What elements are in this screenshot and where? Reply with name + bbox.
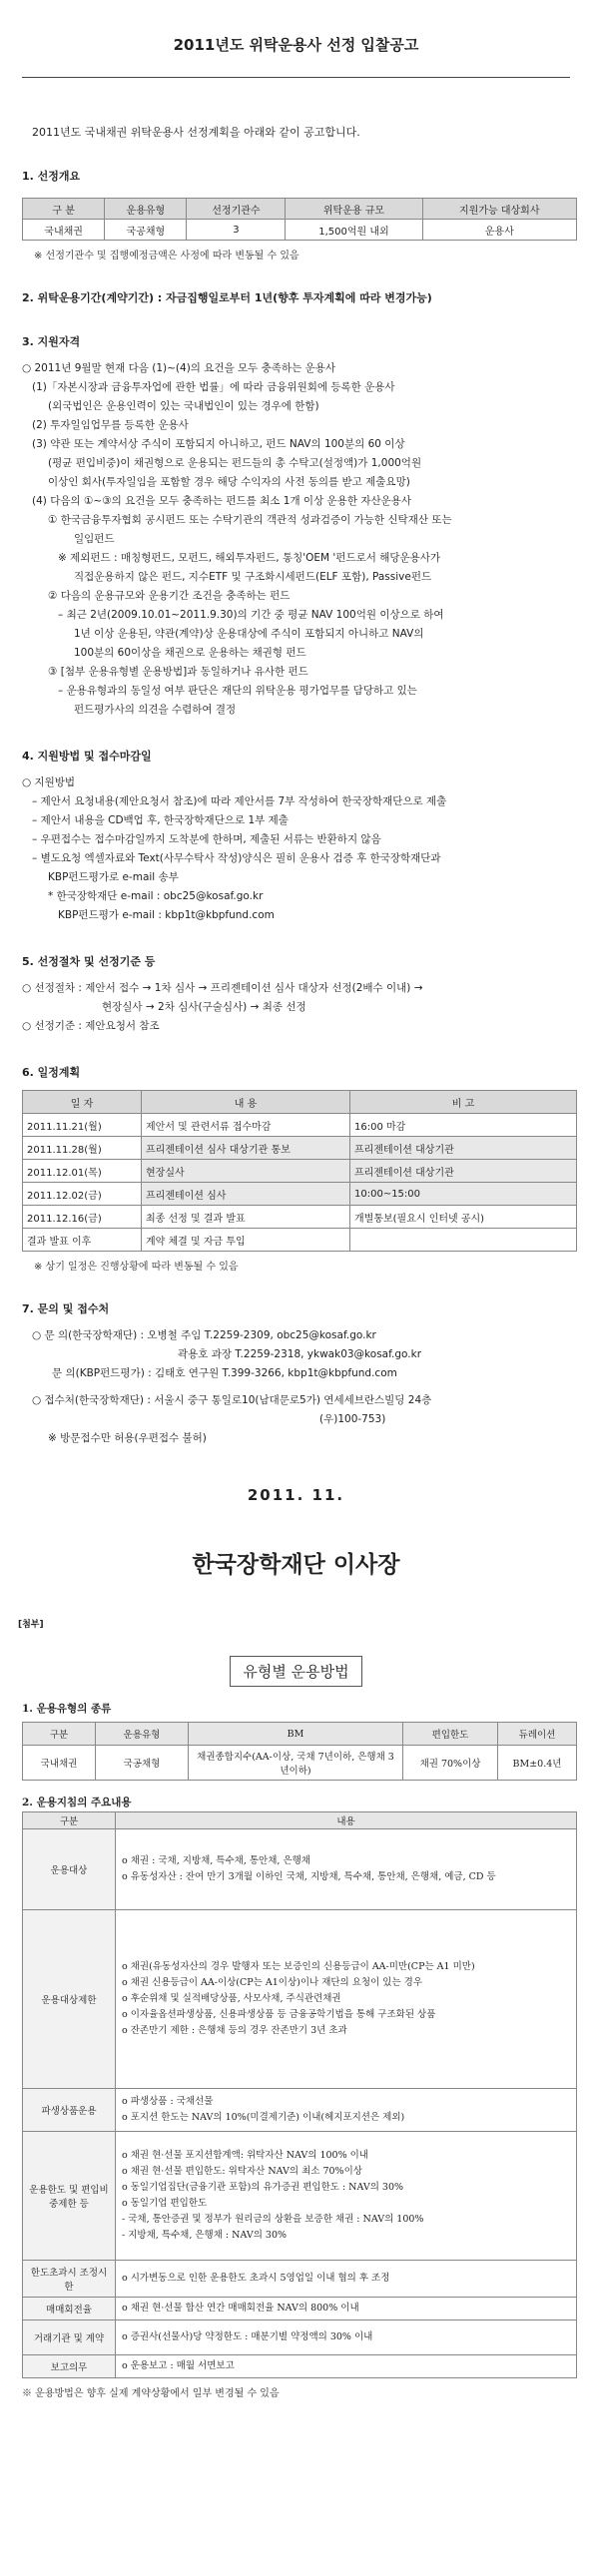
content-line: o 시가변동으로 인한 운용한도 초과시 5영업일 이내 협의 후 조정	[122, 2273, 390, 2284]
table-cell: 2011.12.01(목)	[23, 1160, 142, 1183]
text-line: 일임펀드	[74, 533, 115, 545]
text-line: ② 다음의 운용규모와 운용기간 조건을 충족하는 펀드	[48, 590, 291, 602]
table-cell: 운용사	[422, 220, 576, 241]
table-row	[23, 1183, 577, 1206]
table-header-cell: 구분	[23, 1812, 116, 1829]
row-label: 파생상품운용	[23, 2089, 116, 2132]
table-cell: 10:00~15:00	[350, 1183, 577, 1206]
content-line: o 채권 현·선물 편입한도: 위탁자산 NAV의 최소 70%이상	[122, 2166, 362, 2177]
table-header-row	[23, 199, 577, 220]
method-title: 유형별 운용방법	[230, 1656, 361, 1687]
contact-line: 곽용호 과장 T.2259-2318, ykwak03@kosaf.go.kr	[178, 1348, 422, 1360]
text-line: ○ 선정기준 : 제안요청서 참조	[22, 1020, 160, 1032]
table-header-cell: 운용유형	[105, 199, 187, 220]
text-line: ○ 선정절차 : 제안서 접수 → 1차 심사 → 프리젠테이션 심사 대상자 선정(2배수 이내) →	[22, 982, 423, 994]
table-row	[23, 2132, 577, 2261]
text-line: – 별도요청 엑셀자료와 Text(사무수탁사 작성)양식은 필히 운용사 검증 후 한국장학재단과	[32, 852, 441, 864]
text-line: 직접운용하지 않은 펀드, 지수ETF 및 구조화시세펀드(ELF 포함), Passive펀드	[74, 571, 432, 583]
contact-line: 문 의(KBP펀드평가) : 김태호 연구원 T.399-3266, kbp1t@kbpfund.com	[52, 1367, 397, 1379]
table-row	[23, 1229, 577, 1252]
selection-overview-table	[22, 198, 577, 241]
section-3-heading: 3. 지원자격	[22, 335, 81, 348]
table-cell: BM±0.4년	[498, 1746, 577, 1781]
notice-title: 2011년도 위탁운용사 선정 입찰공고	[173, 36, 419, 54]
intro-text: 2011년도 국내채권 위탁운용사 선정계획을 아래와 같이 공고합니다.	[32, 126, 360, 139]
table-row	[23, 1829, 577, 1910]
issuer-name: 한국장학재단 이사장	[192, 1552, 400, 1578]
table-header-cell: 내 용	[142, 1091, 350, 1114]
row-label: 매매회전율	[23, 2298, 116, 2320]
content-line: o 증권사(선물사)당 약정한도 : 매분기별 약정액의 30% 이내	[122, 2331, 373, 2342]
row-content	[116, 2261, 577, 2298]
postal-code-line: (우)100-753)	[319, 1413, 386, 1425]
table-cell: 최종 선정 및 결과 발표	[142, 1206, 350, 1229]
section-7-body	[0, 1326, 592, 1448]
email-line: * 한국장학재단 e-mail : obc25@kosaf.go.kr	[48, 890, 264, 902]
table-cell: 국내채권	[23, 220, 105, 241]
fund-type-table	[22, 1722, 577, 1781]
text-line: ※ 제외펀드 : 매칭형펀드, 모펀드, 해외투자펀드, 통칭'OEM '펀드로서 해당운용사가	[58, 552, 441, 564]
table-cell: 프리젠테이션 대상기관	[350, 1137, 577, 1160]
table-cell: 1,500억원 내외	[286, 220, 422, 241]
section-6-heading: 6. 일정계획	[22, 1066, 81, 1079]
text-line: – 우편접수는 접수마감일까지 도착분에 한하며, 제출된 서류는 반환하지 않음	[32, 833, 381, 845]
content-line: o 유동성자산 : 잔여 만기 3개월 이하인 국채, 지방채, 특수채, 통안채, 은행채, 예금, CD 등	[122, 1871, 496, 1882]
content-line: o 채권 : 국채, 지방채, 특수채, 통안채, 은행채	[122, 1855, 310, 1866]
text-line: 100분의 60이상을 채권으로 운용하는 채권형 펀드	[74, 647, 306, 659]
table-header-row	[23, 1723, 577, 1746]
table-header-cell: BM	[189, 1723, 403, 1746]
row-label: 한도초과시 조정시한	[23, 2261, 116, 2298]
table-cell: 현장실사	[142, 1160, 350, 1183]
text-line: ○ 2011년 9월말 현재 다음 (1)~(4)의 요건을 모두 충족하는 운용사	[22, 362, 336, 374]
table-cell: 채권 70%이상	[403, 1746, 498, 1781]
text-line: – 최근 2년(2009.10.01~2011.9.30)의 기간 중 평균 NAV 100억원 이상으로 하여	[58, 609, 444, 621]
table-row	[23, 2261, 577, 2298]
method-section-1-heading: 1. 운용유형의 종류	[22, 1703, 112, 1715]
content-line: o 포지션 한도는 NAV의 10%(미결제기준) 이내(헤지포지션은 제외)	[122, 2112, 405, 2123]
schedule-table	[22, 1090, 577, 1252]
table-header-cell: 선정기관수	[187, 199, 286, 220]
table-row	[23, 1910, 577, 2089]
text-line: ○ 지원방법	[22, 776, 76, 788]
row-label: 거래기관 및 계약	[23, 2320, 116, 2355]
table-header-cell: 지원가능 대상회사	[422, 199, 576, 220]
text-line: (3) 약관 또는 계약서상 주식이 포함되지 아니하고, 펀드 NAV의 100분의 60 이상	[32, 438, 405, 450]
table-cell: 16:00 마감	[350, 1114, 577, 1137]
table-row	[23, 2355, 577, 2378]
table-cell: 결과 발표 이후	[23, 1229, 142, 1252]
row-content	[116, 1910, 577, 2089]
table-row	[23, 1206, 577, 1229]
text-line: – 제안서 내용을 CD백업 후, 한국장학재단으로 1부 제출	[32, 814, 289, 826]
content-line: o 이자율옵션파생상품, 신용파생상품 등 금융공학기법을 통해 구조화된 상품	[122, 2009, 436, 2020]
section-6-note: ※ 상기 일정은 진행상황에 따라 변동될 수 있음	[34, 1262, 239, 1273]
content-line: o 동일기업 편입한도	[122, 2198, 208, 2209]
row-content	[116, 2298, 577, 2320]
table-header-cell: 듀레이션	[498, 1723, 577, 1746]
content-line: o 채권 신용등급이 AA-이상(CP는 A1이상)이나 재단의 요청이 있는 경우	[122, 1977, 423, 1988]
section-3-body	[0, 359, 592, 720]
table-row	[23, 1114, 577, 1137]
row-label: 운용대상제한	[23, 1910, 116, 2089]
table-cell: 2011.12.02(금)	[23, 1183, 142, 1206]
table-cell: 2011.11.21(월)	[23, 1114, 142, 1137]
table-row	[23, 1160, 577, 1183]
text-line: ③ [첨부 운용유형별 운용방법]과 동일하거나 유사한 펀드	[48, 666, 308, 678]
title-divider	[22, 77, 570, 78]
table-cell: 개별통보(필요시 인터넷 공시)	[350, 1206, 577, 1229]
row-content	[116, 2132, 577, 2261]
section-1-note: ※ 선정기관수 및 집행예정금액은 사정에 따라 변동될 수 있음	[34, 251, 299, 261]
content-line: o 잔존만기 제한 : 은행채 등의 경우 잔존만기 3년 초과	[122, 2025, 347, 2036]
table-row	[23, 2320, 577, 2355]
text-line: (외국법인은 운용인력이 있는 국내법인이 있는 경우에 한함)	[48, 400, 319, 412]
section-5-heading: 5. 선정절차 및 선정기준 등	[22, 955, 156, 968]
row-content	[116, 2089, 577, 2132]
table-cell: 국공채형	[105, 220, 187, 241]
table-header-cell: 위탁운용 규모	[286, 199, 422, 220]
section-2-heading: 2. 위탁운용기간(계약기간) : 자금집행일로부터 1년(향후 투자계획에 따라 변경가능)	[22, 291, 432, 304]
section-4-body	[0, 773, 592, 925]
table-header-row	[23, 1091, 577, 1114]
address-line: ○ 접수처(한국장학재단) : 서울시 중구 통일로10(남대문로5가) 연세세브란스빌딩 24층	[32, 1394, 432, 1406]
table-header-cell: 비 고	[350, 1091, 577, 1114]
text-line: (평균 편입비중)이 채권형으로 운용되는 펀드들의 총 수탁고(설정액)가 1,000억원	[48, 457, 422, 469]
content-line: o 후순위채 및 실적배당상품, 사모사채, 주식관련채권	[122, 1993, 341, 2004]
table-header-cell: 편입한도	[403, 1723, 498, 1746]
content-line: o 채권 현·선물 합산 연간 매매회전율 NAV의 800% 이내	[122, 2303, 359, 2314]
text-line: 현장실사 → 2차 심사(구술심사) → 최종 선정	[102, 1001, 306, 1013]
table-cell: 프리젠테이션 대상기관	[350, 1160, 577, 1183]
table-header-row	[23, 1812, 577, 1829]
table-cell: 계약 체결 및 자금 투입	[142, 1229, 350, 1252]
table-row	[23, 1746, 577, 1781]
table-header-cell: 구 분	[23, 199, 105, 220]
text-line: 펀드평가사의 의견을 수렴하여 결정	[74, 704, 237, 716]
text-line: ※ 방문접수만 허용(우편접수 불허)	[48, 1432, 207, 1444]
contact-line: ○ 문 의(한국장학재단) : 오병철 주임 T.2259-2309, obc25@kosaf.go.kr	[32, 1329, 376, 1341]
text-line: 1년 이상 운용된, 약관(계약)상 운용대상에 주식이 포함되지 아니하고 NAV의	[74, 628, 424, 640]
table-header-cell: 내용	[116, 1812, 577, 1829]
section-5-body	[0, 979, 592, 1036]
row-content	[116, 2320, 577, 2355]
text-line: – 운용유형과의 동일성 여부 판단은 재단의 위탁운용 평가업무를 담당하고 있는	[58, 685, 417, 697]
notice-date: 2011. 11.	[247, 1486, 345, 1504]
table-cell: 3	[187, 220, 286, 241]
text-line: (4) 다음의 ①~③의 요건을 모두 충족하는 펀드를 최소 1개 이상 운용한 자산운용사	[32, 495, 412, 507]
email-line: KBP펀드평가 e-mail : kbp1t@kbpfund.com	[58, 909, 275, 921]
section-4-heading: 4. 지원방법 및 접수마감일	[22, 750, 152, 763]
table-cell: 채권종합지수(AA-이상, 국채 7년이하, 은행채 3년이하)	[189, 1746, 403, 1781]
table-row	[23, 1137, 577, 1160]
table-cell: 제안서 및 관련서류 접수마감	[142, 1114, 350, 1137]
content-line: o 파생상품 : 국채선물	[122, 2096, 214, 2107]
table-header-cell: 구분	[23, 1723, 96, 1746]
content-line: o 채권(유동성자산의 경우 발행자 또는 보증인의 신용등급이 AA-미만(CP는 A1 미만)	[122, 1961, 475, 1972]
text-line: ① 한국금융투자협회 공시펀드 또는 수탁기관의 객관적 성과검증이 가능한 신탁재산 또는	[48, 514, 452, 526]
text-line: 이상인 회사(투자일임을 포함할 경우 해당 수익자의 사전 동의를 받고 제출요망)	[48, 476, 410, 488]
table-row	[23, 2089, 577, 2132]
content-line: - 국채, 통안증권 및 정부가 원리금의 상환을 보증한 채권 : NAV의 100%	[122, 2214, 424, 2225]
method-note: ※ 운용방법은 향후 실제 계약상황에서 일부 변경될 수 있음	[22, 2388, 280, 2399]
table-cell: 2011.11.28(월)	[23, 1137, 142, 1160]
row-label: 보고의무	[23, 2355, 116, 2378]
method-section-2-heading: 2. 운용지침의 주요내용	[22, 1797, 132, 1808]
table-header-cell: 운용유형	[96, 1723, 189, 1746]
text-line: – 제안서 요청내용(제안요청서 참조)에 따라 제안서를 7부 작성하여 한국장학재단으로 제출	[32, 795, 447, 807]
table-row	[23, 2298, 577, 2320]
row-content	[116, 1829, 577, 1910]
row-content	[116, 2355, 577, 2378]
content-line: o 채권 현·선물 포지션합계액: 위탁자산 NAV의 100% 이내	[122, 2150, 368, 2161]
section-7-heading: 7. 문의 및 접수처	[22, 1302, 110, 1315]
table-cell: 프리젠테이션 심사 대상기관 통보	[142, 1137, 350, 1160]
guideline-table	[22, 1811, 577, 2378]
text-line: KBP펀드평가로 e-mail 송부	[48, 871, 179, 883]
table-cell: 국내채권	[23, 1746, 96, 1781]
section-1-heading: 1. 선정개요	[22, 170, 81, 183]
row-label: 운용한도 및 편입비중제한 등	[23, 2132, 116, 2261]
table-cell	[350, 1229, 577, 1252]
row-label: 운용대상	[23, 1829, 116, 1910]
text-line: (1)「자본시장과 금융투자업에 관한 법률」에 따라 금융위원회에 등록한 운용사	[32, 381, 395, 393]
text-line: (2) 투자일임업무를 등록한 운용사	[32, 419, 189, 431]
table-cell: 국공채형	[96, 1746, 189, 1781]
table-header-cell: 일 자	[23, 1091, 142, 1114]
attachment-label: [첨부]	[18, 1620, 44, 1630]
content-line: o 운용보고 : 매월 서면보고	[122, 2360, 235, 2371]
content-line: o 동일기업집단(금융기관 포함)의 유가증권 편입한도 : NAV의 30%	[122, 2182, 404, 2193]
method-title-wrap	[0, 1656, 592, 1687]
content-line: - 지방채, 특수채, 은행채 : NAV의 30%	[122, 2230, 288, 2241]
table-cell: 프리젠테이션 심사	[142, 1183, 350, 1206]
table-cell: 2011.12.16(금)	[23, 1206, 142, 1229]
table-row	[23, 220, 577, 241]
